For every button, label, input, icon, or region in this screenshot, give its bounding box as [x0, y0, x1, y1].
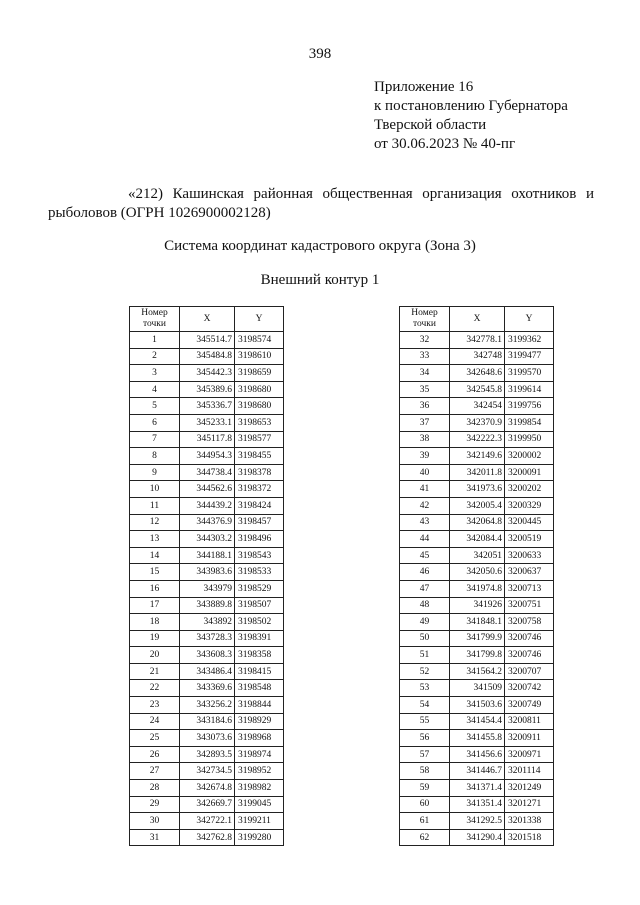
organization-heading-text: «212) Кашинская районная общественная организация охотников и рыболовов (ОГРН 1026900002128): [48, 186, 594, 221]
cell-x: 342011.8: [450, 464, 505, 481]
table-row: [400, 348, 554, 365]
coordinates-table-right: [399, 306, 554, 846]
table-row: [400, 697, 554, 714]
cell-point-number: 28: [130, 780, 180, 797]
table-row: [400, 663, 554, 680]
cell-x: 341799.9: [450, 630, 505, 647]
cell-y: 3199854: [505, 414, 554, 431]
cell-point-number: 4: [130, 381, 180, 398]
table-row: [400, 597, 554, 614]
header-text: точки: [412, 319, 436, 329]
cell-point-number: 23: [130, 697, 180, 714]
appendix-line: Тверской области: [374, 117, 487, 133]
cell-x: 342674.8: [180, 780, 235, 797]
cell-y: 3199362: [505, 332, 554, 349]
table-row: [130, 365, 284, 382]
cell-y: 3200519: [505, 531, 554, 548]
cell-point-number: 30: [130, 813, 180, 830]
cell-point-number: 60: [400, 796, 450, 813]
cell-x: 342149.6: [450, 448, 505, 465]
cell-x: 341455.8: [450, 730, 505, 747]
cell-point-number: 55: [400, 713, 450, 730]
cell-point-number: 18: [130, 614, 180, 631]
table-row: [130, 547, 284, 564]
cell-y: 3199280: [235, 829, 284, 846]
cell-y: 3199211: [235, 813, 284, 830]
cell-point-number: 3: [130, 365, 180, 382]
cell-x: 341446.7: [450, 763, 505, 780]
cell-point-number: 25: [130, 730, 180, 747]
cell-y: 3198455: [235, 448, 284, 465]
table-row: [400, 746, 554, 763]
cell-y: 3200445: [505, 514, 554, 531]
cell-x: 342064.8: [450, 514, 505, 531]
cell-y: 3200002: [505, 448, 554, 465]
cell-point-number: 48: [400, 597, 450, 614]
cell-y: 3200811: [505, 713, 554, 730]
table-row: [400, 647, 554, 664]
cell-y: 3198680: [235, 398, 284, 415]
cell-point-number: 45: [400, 547, 450, 564]
cell-x: 344738.4: [180, 464, 235, 481]
table-row: [130, 531, 284, 548]
cell-x: 341926: [450, 597, 505, 614]
table-row: [130, 481, 284, 498]
table-row: [130, 381, 284, 398]
cell-point-number: 57: [400, 746, 450, 763]
cell-x: 342762.8: [180, 829, 235, 846]
cell-point-number: 24: [130, 713, 180, 730]
cell-x: 341509: [450, 680, 505, 697]
table-row: [400, 630, 554, 647]
cell-point-number: 2: [130, 348, 180, 365]
cell-y: 3200637: [505, 564, 554, 581]
cell-x: 344562.6: [180, 481, 235, 498]
cell-y: 3199756: [505, 398, 554, 415]
table-row: [400, 398, 554, 415]
cell-x: 345117.8: [180, 431, 235, 448]
cell-point-number: 50: [400, 630, 450, 647]
appendix-line: от 30.06.2023 № 40-пг: [374, 136, 516, 152]
cell-x: 345514.7: [180, 332, 235, 349]
cell-y: 3200633: [505, 547, 554, 564]
cell-y: 3200742: [505, 680, 554, 697]
cell-x: 343979: [180, 580, 235, 597]
cell-x: 342454: [450, 398, 505, 415]
table-row: [400, 780, 554, 797]
table-row: [130, 663, 284, 680]
table-row: [130, 763, 284, 780]
cell-x: 342734.5: [180, 763, 235, 780]
table-row: [130, 614, 284, 631]
table-row: [130, 730, 284, 747]
cell-y: 3198502: [235, 614, 284, 631]
cell-x: 342778.1: [450, 332, 505, 349]
table-row: [400, 796, 554, 813]
cell-point-number: 27: [130, 763, 180, 780]
table-row: [130, 796, 284, 813]
cell-y: 3198372: [235, 481, 284, 498]
table-row: [130, 680, 284, 697]
cell-x: 343184.6: [180, 713, 235, 730]
cell-x: 342050.6: [450, 564, 505, 581]
cell-y: 3198577: [235, 431, 284, 448]
cell-point-number: 56: [400, 730, 450, 747]
table-row: [400, 431, 554, 448]
cell-x: 342005.4: [450, 497, 505, 514]
cell-x: 341974.8: [450, 580, 505, 597]
cell-x: 341973.6: [450, 481, 505, 498]
cell-point-number: 29: [130, 796, 180, 813]
cell-point-number: 10: [130, 481, 180, 498]
cell-y: 3199045: [235, 796, 284, 813]
cell-y: 3200707: [505, 663, 554, 680]
cell-x: 343889.8: [180, 597, 235, 614]
cell-y: 3199950: [505, 431, 554, 448]
cell-y: 3199570: [505, 365, 554, 382]
cell-y: 3198968: [235, 730, 284, 747]
table-header-row: [400, 307, 554, 332]
cell-x: 341848.1: [450, 614, 505, 631]
cell-point-number: 8: [130, 448, 180, 465]
table-row: [400, 730, 554, 747]
table-row: [400, 365, 554, 382]
cell-y: 3198358: [235, 647, 284, 664]
cell-y: 3199477: [505, 348, 554, 365]
table-row: [130, 414, 284, 431]
table-row: [400, 497, 554, 514]
cell-point-number: 33: [400, 348, 450, 365]
cell-x: 344303.2: [180, 531, 235, 548]
table-row: [130, 448, 284, 465]
cell-point-number: 37: [400, 414, 450, 431]
appendix-line: Приложение 16: [374, 79, 474, 95]
cell-point-number: 22: [130, 680, 180, 697]
cell-y: 3198457: [235, 514, 284, 531]
table-row: [130, 580, 284, 597]
cell-point-number: 40: [400, 464, 450, 481]
cell-point-number: 62: [400, 829, 450, 846]
cell-x: 345336.7: [180, 398, 235, 415]
cell-y: 3198982: [235, 780, 284, 797]
cell-x: 345389.6: [180, 381, 235, 398]
cell-y: 3198529: [235, 580, 284, 597]
cell-x: 342545.8: [450, 381, 505, 398]
contour-title: Внешний контур 1: [260, 272, 380, 288]
table-row: [130, 713, 284, 730]
table-row: [400, 448, 554, 465]
cell-point-number: 26: [130, 746, 180, 763]
cell-point-number: 19: [130, 630, 180, 647]
cell-y: 3200758: [505, 614, 554, 631]
cell-x: 343256.2: [180, 697, 235, 714]
cell-y: 3198974: [235, 746, 284, 763]
cell-point-number: 34: [400, 365, 450, 382]
column-header-x: X: [180, 307, 235, 332]
column-header-point-number: [400, 307, 450, 332]
cell-x: 344188.1: [180, 547, 235, 564]
cell-x: 341799.8: [450, 647, 505, 664]
header-text: точки: [142, 319, 166, 329]
header-text: Номер: [411, 308, 438, 318]
cell-point-number: 42: [400, 497, 450, 514]
cell-point-number: 32: [400, 332, 450, 349]
cell-x: 342051: [450, 547, 505, 564]
table-row: [130, 348, 284, 365]
cell-x: 343073.6: [180, 730, 235, 747]
table-row: [400, 813, 554, 830]
cell-point-number: 46: [400, 564, 450, 581]
cell-y: 3201518: [505, 829, 554, 846]
table-row: [400, 332, 554, 349]
cell-y: 3200713: [505, 580, 554, 597]
cell-x: 341351.4: [450, 796, 505, 813]
cell-y: 3200971: [505, 746, 554, 763]
cell-y: 3198533: [235, 564, 284, 581]
table-row: [130, 597, 284, 614]
cell-point-number: 12: [130, 514, 180, 531]
cell-point-number: 47: [400, 580, 450, 597]
cell-y: 3200911: [505, 730, 554, 747]
table-row: [130, 746, 284, 763]
cell-x: 341290.4: [450, 829, 505, 846]
column-header-x: X: [450, 307, 505, 332]
table-row: [400, 464, 554, 481]
cell-x: 341503.6: [450, 697, 505, 714]
cell-x: 342222.3: [450, 431, 505, 448]
cell-point-number: 6: [130, 414, 180, 431]
table-row: [400, 614, 554, 631]
cell-y: 3201249: [505, 780, 554, 797]
cell-x: 342893.5: [180, 746, 235, 763]
cell-x: 344954.3: [180, 448, 235, 465]
table-row: [130, 431, 284, 448]
table-row: [130, 697, 284, 714]
cell-y: 3198653: [235, 414, 284, 431]
cell-point-number: 59: [400, 780, 450, 797]
cell-point-number: 39: [400, 448, 450, 465]
cell-point-number: 51: [400, 647, 450, 664]
table-row: [130, 813, 284, 830]
table-row: [130, 497, 284, 514]
cell-point-number: 15: [130, 564, 180, 581]
cell-point-number: 49: [400, 614, 450, 631]
cell-y: 3200329: [505, 497, 554, 514]
table-header-row: [130, 307, 284, 332]
cell-point-number: 52: [400, 663, 450, 680]
cell-y: 3198929: [235, 713, 284, 730]
cell-x: 342748: [450, 348, 505, 365]
cell-y: 3201338: [505, 813, 554, 830]
table-row: [400, 381, 554, 398]
table-row: [130, 780, 284, 797]
cell-x: 344439.2: [180, 497, 235, 514]
cell-y: 3198844: [235, 697, 284, 714]
table-row: [400, 564, 554, 581]
cell-x: 341456.6: [450, 746, 505, 763]
cell-y: 3201271: [505, 796, 554, 813]
cell-y: 3198680: [235, 381, 284, 398]
table-row: [400, 829, 554, 846]
cell-x: 345233.1: [180, 414, 235, 431]
appendix-reference: [374, 78, 568, 154]
table-row: [130, 514, 284, 531]
cell-x: 345484.8: [180, 348, 235, 365]
cell-x: 343486.4: [180, 663, 235, 680]
cell-y: 3200746: [505, 630, 554, 647]
table-row: [130, 464, 284, 481]
table-row: [130, 332, 284, 349]
header-text: Номер: [141, 308, 168, 318]
cell-y: 3198496: [235, 531, 284, 548]
table-row: [130, 398, 284, 415]
cell-y: 3200751: [505, 597, 554, 614]
table-row: [400, 713, 554, 730]
cell-point-number: 54: [400, 697, 450, 714]
cell-point-number: 43: [400, 514, 450, 531]
cell-point-number: 14: [130, 547, 180, 564]
cell-point-number: 7: [130, 431, 180, 448]
cell-y: 3200091: [505, 464, 554, 481]
table-row: [130, 647, 284, 664]
cell-x: 343369.6: [180, 680, 235, 697]
appendix-line: к постановлению Губернатора: [374, 98, 568, 114]
cell-point-number: 31: [130, 829, 180, 846]
table-row: [400, 547, 554, 564]
cell-point-number: 44: [400, 531, 450, 548]
cell-point-number: 11: [130, 497, 180, 514]
cell-y: 3198391: [235, 630, 284, 647]
cell-point-number: 13: [130, 531, 180, 548]
cell-x: 341292.5: [450, 813, 505, 830]
cell-y: 3198574: [235, 332, 284, 349]
cell-y: 3198507: [235, 597, 284, 614]
cell-x: 343728.3: [180, 630, 235, 647]
coordinate-system-title: Система координат кадастрового округа (Зона 3): [164, 238, 476, 254]
cell-y: 3198659: [235, 365, 284, 382]
cell-point-number: 35: [400, 381, 450, 398]
cell-y: 3201114: [505, 763, 554, 780]
cell-y: 3200749: [505, 697, 554, 714]
column-header-point-number: [130, 307, 180, 332]
cell-y: 3198952: [235, 763, 284, 780]
cell-point-number: 17: [130, 597, 180, 614]
cell-point-number: 21: [130, 663, 180, 680]
cell-x: 341564.2: [450, 663, 505, 680]
cell-x: 342084.4: [450, 531, 505, 548]
cell-x: 343983.6: [180, 564, 235, 581]
table-row: [130, 829, 284, 846]
cell-y: 3198610: [235, 348, 284, 365]
table-row: [400, 580, 554, 597]
cell-point-number: 61: [400, 813, 450, 830]
cell-point-number: 9: [130, 464, 180, 481]
cell-y: 3198548: [235, 680, 284, 697]
cell-x: 345442.3: [180, 365, 235, 382]
cell-y: 3198378: [235, 464, 284, 481]
cell-y: 3200746: [505, 647, 554, 664]
table-row: [400, 414, 554, 431]
table-row: [130, 630, 284, 647]
cell-x: 341454.4: [450, 713, 505, 730]
cell-y: 3198415: [235, 663, 284, 680]
cell-x: 342669.7: [180, 796, 235, 813]
table-row: [400, 680, 554, 697]
cell-y: 3198424: [235, 497, 284, 514]
cell-y: 3199614: [505, 381, 554, 398]
cell-point-number: 38: [400, 431, 450, 448]
cell-x: 343892: [180, 614, 235, 631]
cell-point-number: 5: [130, 398, 180, 415]
cell-point-number: 16: [130, 580, 180, 597]
cell-point-number: 41: [400, 481, 450, 498]
table-row: [130, 564, 284, 581]
table-row: [400, 763, 554, 780]
page-number: 398: [308, 46, 332, 62]
table-row: [400, 481, 554, 498]
table-row: [400, 514, 554, 531]
cell-x: 342370.9: [450, 414, 505, 431]
cell-point-number: 1: [130, 332, 180, 349]
cell-point-number: 58: [400, 763, 450, 780]
cell-x: 342648.6: [450, 365, 505, 382]
cell-point-number: 20: [130, 647, 180, 664]
cell-y: 3200202: [505, 481, 554, 498]
cell-x: 341371.4: [450, 780, 505, 797]
cell-point-number: 36: [400, 398, 450, 415]
cell-x: 342722.1: [180, 813, 235, 830]
cell-x: 344376.9: [180, 514, 235, 531]
coordinates-table-left: [129, 306, 284, 846]
cell-point-number: 53: [400, 680, 450, 697]
cell-y: 3198543: [235, 547, 284, 564]
column-header-y: Y: [235, 307, 284, 332]
table-row: [400, 531, 554, 548]
column-header-y: Y: [505, 307, 554, 332]
cell-x: 343608.3: [180, 647, 235, 664]
organization-heading: [48, 185, 594, 223]
